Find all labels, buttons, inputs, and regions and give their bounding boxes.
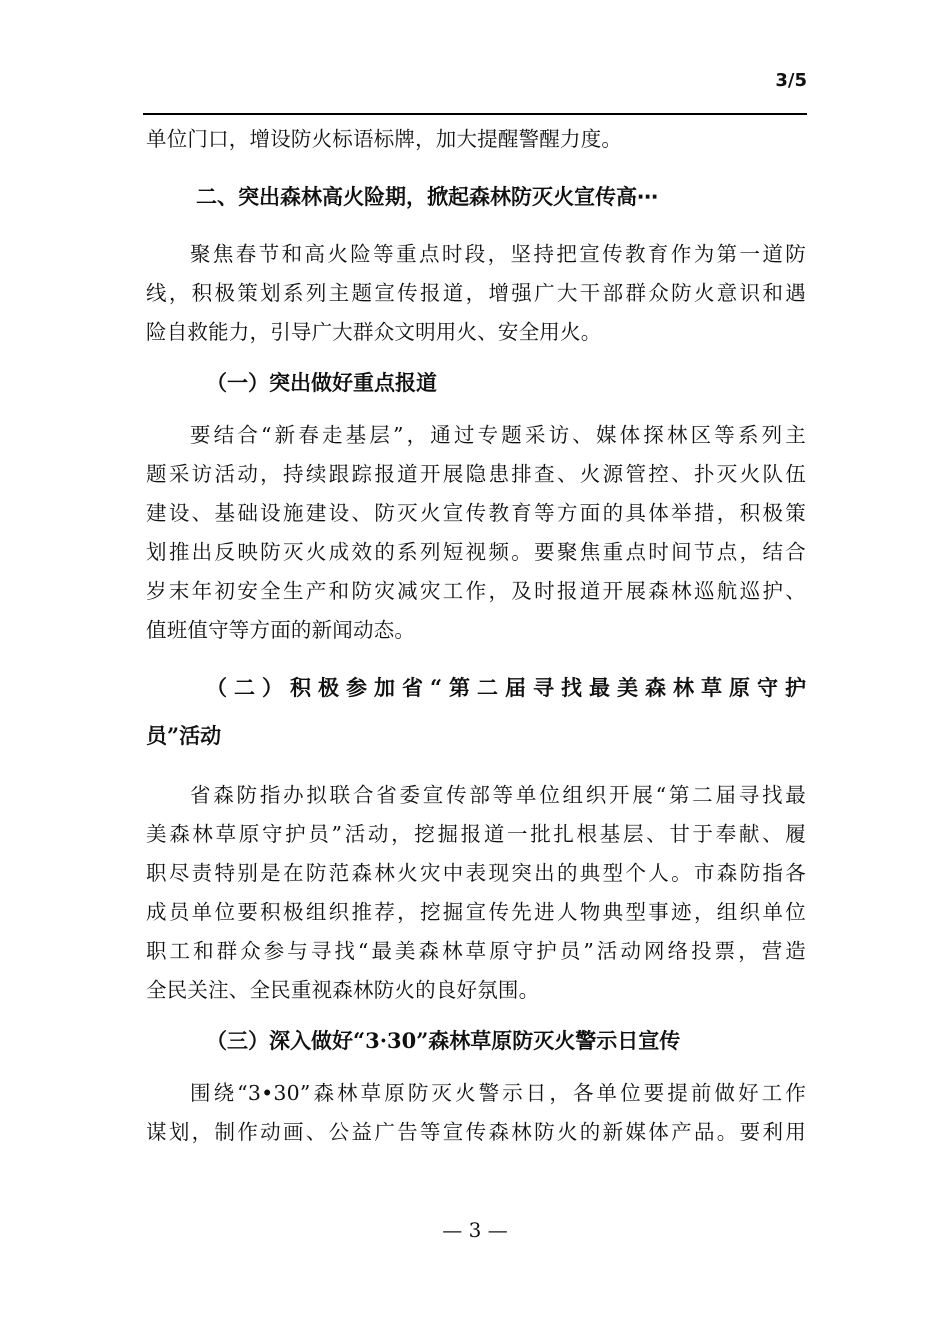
paragraph-line: 岁末年初安全生产和防灾减灾工作，及时报道开展森林巡航巡护、 <box>146 579 806 603</box>
page-counter: 3/5 <box>775 70 807 91</box>
document-body <box>146 120 806 1152</box>
subsection-2-title-line-1: （二）积极参加省“第二届寻找最美森林草原守护 <box>206 675 806 700</box>
paragraph-line: 成员单位要积极组织推荐，挖掘宣传先进人物典型事迹，组织单位 <box>146 900 806 924</box>
paragraph-line: 险自救能力，引导广大群众文明用火、安全用火。 <box>146 320 602 344</box>
paragraph-line: 线，积极策划系列主题宣传报道，增强广大干部群众防火意识和遇 <box>146 281 806 305</box>
paragraph-line: 值班值守等方面的新闻动态。 <box>146 618 416 642</box>
paragraph-line: 聚焦春节和高火险等重点时段，坚持把宣传教育作为第一道防 <box>190 242 806 266</box>
paragraph-line: 全民关注、全民重视森林防火的良好氛围。 <box>146 978 540 1002</box>
paragraph-2 <box>146 416 806 650</box>
paragraph-1 <box>146 235 806 352</box>
subsection-2-title-line-2: 员”活动 <box>146 723 222 748</box>
subsection-1-title: （一）突出做好重点报道 <box>206 370 437 395</box>
paragraph-line: 职尽责特别是在防范森林火灾中表现突出的典型个人。市森防指各 <box>146 861 806 885</box>
paragraph-4 <box>146 1074 806 1152</box>
paragraph-line: 建设、基础设施建设、防灭火宣传教育等方面的具体举措，积极策 <box>146 501 806 525</box>
intro-tail-line: 单位门口，增设防火标语标牌，加大提醒警醒力度。 <box>146 127 623 151</box>
paragraph-line: 围绕“3•30”森林草原防灭火警示日，各单位要提前做好工作 <box>190 1081 806 1105</box>
paragraph-line: 题采访活动，持续跟踪报道开展隐患排查、火源管控、扑灭火队伍 <box>146 462 806 486</box>
paragraph-line: 要结合“新春走基层”，通过专题采访、媒体探林区等系列主 <box>190 423 806 447</box>
paragraph-line: 美森林草原守护员”活动，挖掘报道一批扎根基层、甘于奉献、履 <box>146 822 806 846</box>
paragraph-line: 划推出反映防灭火成效的系列短视频。要聚焦重点时间节点，结合 <box>146 540 806 564</box>
paragraph-line: 职工和群众参与寻找“最美森林草原守护员”活动网络投票，营造 <box>146 939 806 963</box>
page-number: — 3 — <box>442 1218 508 1242</box>
paragraph-line: 省森防指办拟联合省委宣传部等单位组织开展“第二届寻找最 <box>190 783 806 807</box>
header-rule <box>143 113 807 115</box>
paragraph-line: 谋划，制作动画、公益广告等宣传森林防火的新媒体产品。要利用 <box>146 1120 806 1144</box>
subsection-3-title: （三）深入做好“3·30”森林草原防灭火警示日宣传 <box>206 1028 681 1053</box>
section-2-title: 二、突出森林高火险期，掀起森林防灭火宣传高⋯ <box>196 185 658 209</box>
subsection-2-title <box>146 664 806 760</box>
paragraph-3 <box>146 776 806 1010</box>
